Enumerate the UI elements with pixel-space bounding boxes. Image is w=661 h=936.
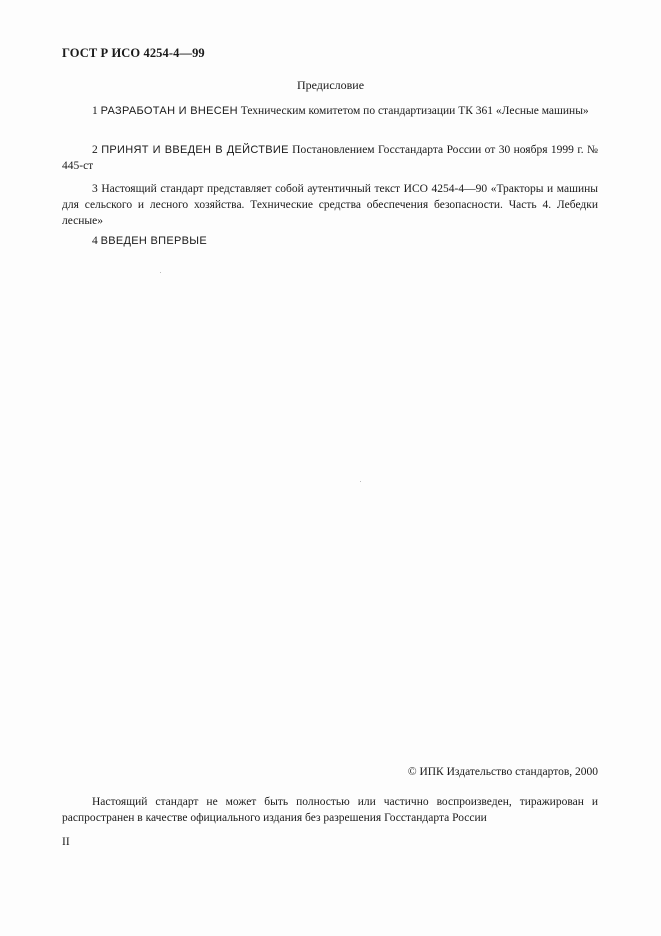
- foreword-item-1: [62, 103, 598, 119]
- copyright-line: © ИПК Издательство стандартов, 2000: [407, 766, 598, 778]
- foreword-item-4: [62, 233, 598, 249]
- item-number: 2: [92, 144, 98, 156]
- item-number: 3: [92, 183, 98, 195]
- scan-speck: [360, 481, 361, 482]
- item-caps-label: ПРИНЯТ И ВВЕДЕН В ДЕЙСТВИЕ: [101, 144, 289, 156]
- section-heading: Предисловие: [296, 78, 365, 92]
- item-number: 1: [92, 105, 98, 117]
- item-caps-label: ВВЕДЕН ВПЕРВЫЕ: [100, 235, 207, 247]
- item-text: Настоящий стандарт представляет собой аутентичный текст ИСО 4254-4—90 «Тракторы и машины для сельского и лесного хозяйства. Технические средства обеспечения безопасности. Часть 4. Лебедки лесные»: [62, 183, 598, 227]
- document-code: ГОСТ Р ИСО 4254-4—99: [62, 46, 205, 60]
- item-text: Постановлением Госстандарта России от 30 ноября 1999 г. № 445-ст: [62, 144, 599, 172]
- page-number: II: [62, 836, 70, 848]
- reproduction-notice: Настоящий стандарт не может быть полностью или частично воспроизведен, тиражирован и распространен в качестве официального издания без разрешения Госстандарта России: [62, 796, 598, 824]
- item-caps-label: РАЗРАБОТАН И ВНЕСЕН: [100, 105, 238, 117]
- item-number: 4: [92, 235, 98, 247]
- foreword-item-2: [62, 142, 598, 174]
- scan-speck: [160, 272, 161, 273]
- foreword-item-3: [62, 181, 598, 229]
- item-text: Техническим комитетом по стандартизации ТК 361 «Лесные машины»: [240, 105, 589, 117]
